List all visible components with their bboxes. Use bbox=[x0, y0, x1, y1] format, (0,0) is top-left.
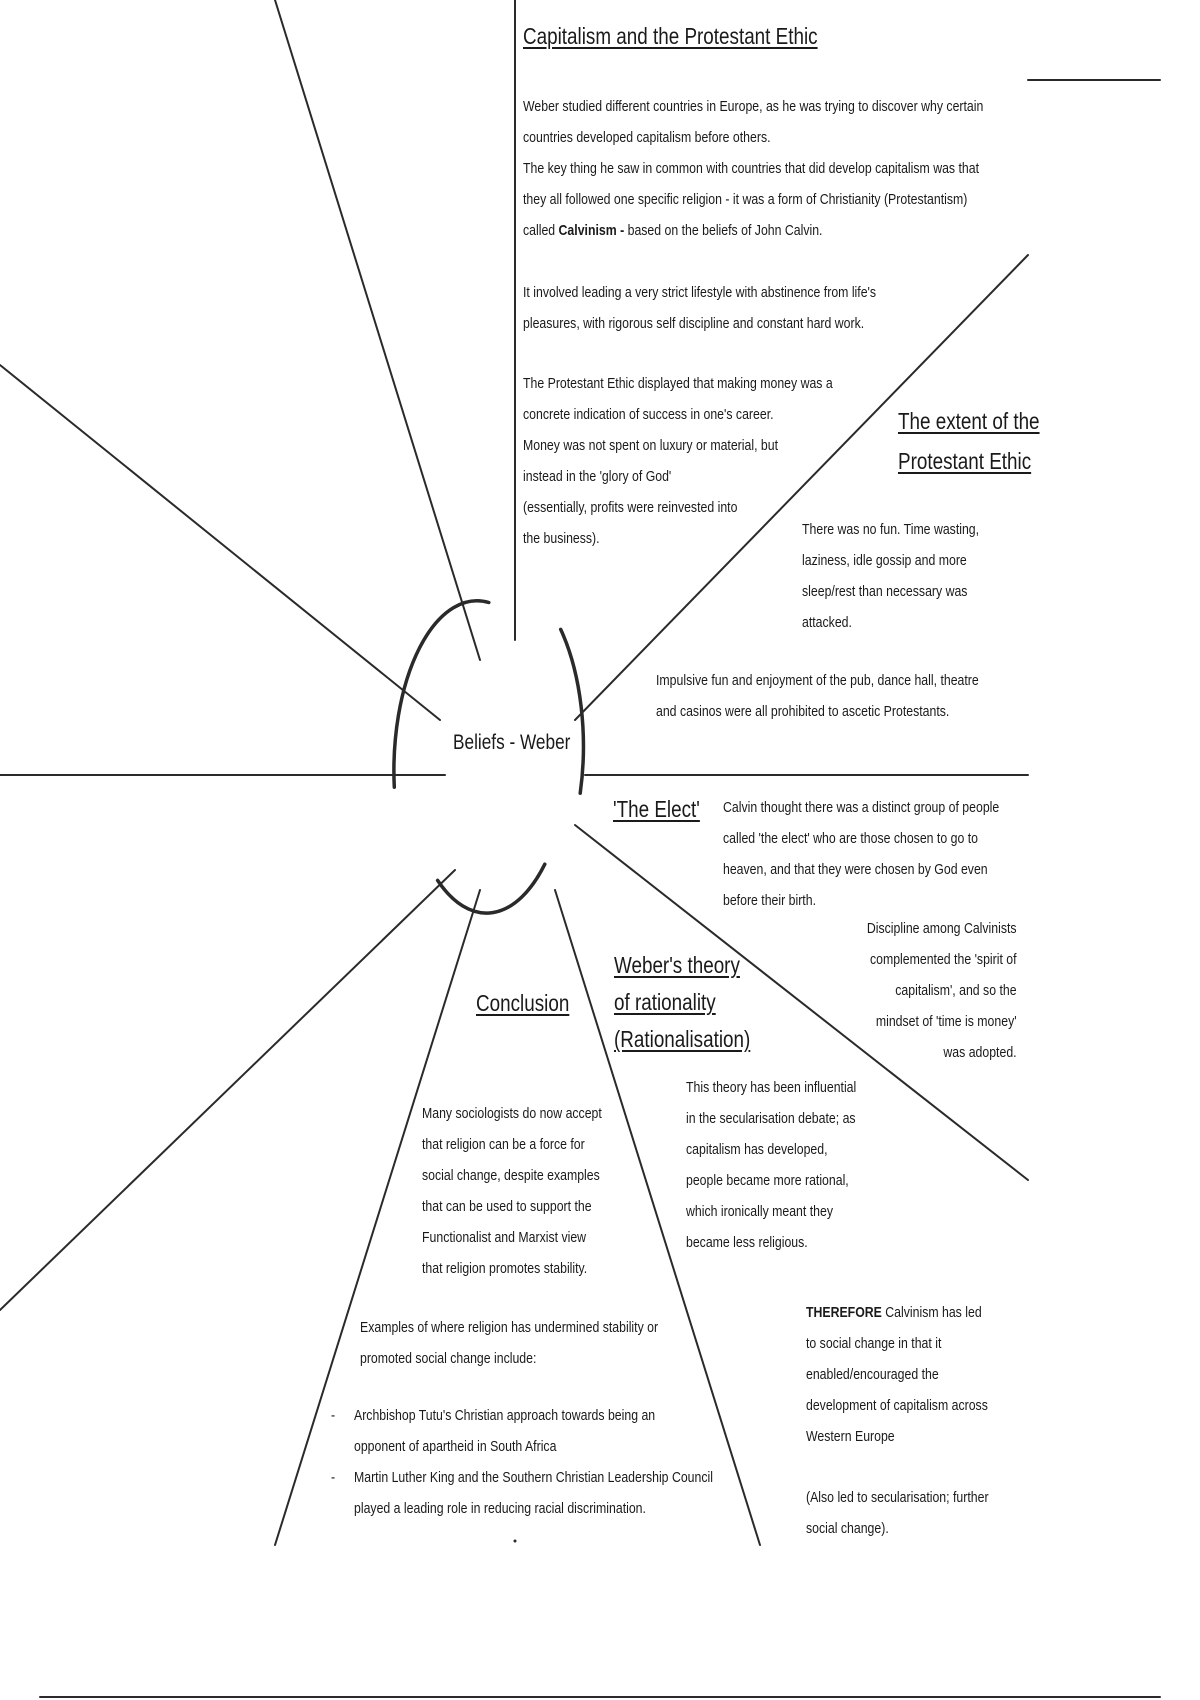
therefore-first-rest: Calvinism has led bbox=[881, 1304, 982, 1321]
lifestyle-line: It involved leading a very strict lifestyle with abstinence from life's bbox=[523, 284, 877, 301]
no-fun-line: sleep/rest than necessary was bbox=[802, 583, 968, 600]
example-item-tutu bbox=[331, 1400, 713, 1462]
therefore-text bbox=[806, 1297, 989, 1544]
ethic-line: The Protestant Ethic displayed that making money was a bbox=[523, 375, 833, 392]
conclusion-line: social change, despite examples bbox=[422, 1167, 600, 1184]
elect-line: heaven, and that they were chosen by God even bbox=[723, 861, 988, 878]
calvinism-suffix: based on the beliefs of John Calvin. bbox=[624, 222, 823, 239]
rationality-line: people became more rational, bbox=[686, 1172, 849, 1189]
discipline-line: was adopted. bbox=[943, 1044, 1017, 1061]
discipline-line: Discipline among Calvinists bbox=[867, 920, 1017, 937]
no-fun-text bbox=[802, 514, 979, 638]
bullet-marker: - bbox=[331, 1469, 336, 1486]
examples-line: promoted social change include: bbox=[360, 1350, 537, 1367]
conclusion-line: that can be used to support the bbox=[422, 1198, 592, 1215]
rationality-heading-line2: of rationality bbox=[614, 989, 716, 1015]
example-item-mlk bbox=[331, 1462, 713, 1524]
rationality-heading-line3: (Rationalisation) bbox=[614, 1026, 751, 1052]
elect-text bbox=[723, 792, 999, 916]
also-line: (Also led to secularisation; further bbox=[806, 1489, 989, 1506]
ethic-text bbox=[523, 368, 833, 554]
impulsive-line: and casinos were all prohibited to ascetic Protestants. bbox=[656, 703, 950, 720]
conclusion-line: Many sociologists do now accept bbox=[422, 1105, 602, 1122]
conclusion-line: that religion promotes stability. bbox=[422, 1260, 588, 1277]
capitalism-line: they all followed one specific religion - it was a form of Christianity (Protestantism) bbox=[523, 191, 968, 208]
ethic-line: instead in the 'glory of God' bbox=[523, 468, 672, 485]
ethic-line: the business). bbox=[523, 530, 600, 547]
lifestyle-line: pleasures, with rigorous self discipline and constant hard work. bbox=[523, 315, 865, 332]
also-line: social change). bbox=[806, 1520, 889, 1537]
discipline-text bbox=[867, 913, 1017, 1068]
impulsive-text bbox=[656, 665, 979, 727]
therefore-first-line bbox=[806, 1297, 989, 1328]
rationality-line: in the secularisation debate; as bbox=[686, 1110, 856, 1127]
rationality-heading-line1: Weber's theory bbox=[614, 952, 740, 978]
capitalism-intro bbox=[523, 91, 983, 246]
rationality-text bbox=[686, 1072, 856, 1258]
capitalism-heading: Capitalism and the Protestant Ethic bbox=[523, 23, 818, 49]
ethic-line: concrete indication of success in one's career. bbox=[523, 406, 774, 423]
spoke-upper-left bbox=[275, 0, 480, 660]
calvinism-term: Calvinism - bbox=[558, 222, 625, 239]
no-fun-line: There was no fun. Time wasting, bbox=[802, 521, 980, 538]
extent-heading-line2: Protestant Ethic bbox=[898, 448, 1032, 474]
example-line: Archbishop Tutu's Christian approach towards being an bbox=[354, 1407, 656, 1424]
no-fun-line: laziness, idle gossip and more bbox=[802, 552, 967, 569]
conclusion-heading: Conclusion bbox=[476, 990, 570, 1016]
discipline-line: capitalism', and so the bbox=[895, 982, 1017, 999]
center-label: Beliefs - Weber bbox=[453, 731, 571, 754]
conclusion-text bbox=[422, 1098, 602, 1284]
center-circle-arc-3 bbox=[561, 629, 584, 793]
rationality-line: This theory has been influential bbox=[686, 1079, 857, 1096]
extent-heading-line1: The extent of the bbox=[898, 408, 1040, 434]
rationality-line: became less religious. bbox=[686, 1234, 808, 1251]
capitalism-line: countries developed capitalism before others. bbox=[523, 129, 771, 146]
examples-list bbox=[331, 1400, 713, 1524]
ethic-line: Money was not spent on luxury or material, but bbox=[523, 437, 779, 454]
elect-line: called 'the elect' who are those chosen to go to bbox=[723, 830, 978, 847]
therefore-line: to social change in that it bbox=[806, 1335, 942, 1352]
therefore-keyword: THEREFORE bbox=[806, 1304, 882, 1321]
examples-intro bbox=[360, 1312, 658, 1374]
no-fun-line: attacked. bbox=[802, 614, 852, 631]
stray-dot bbox=[514, 1540, 517, 1543]
example-line: Martin Luther King and the Southern Christian Leadership Council bbox=[354, 1469, 713, 1486]
elect-line: before their birth. bbox=[723, 892, 816, 909]
therefore-line: enabled/encouraged the bbox=[806, 1366, 939, 1383]
examples-line: Examples of where religion has undermined stability or bbox=[360, 1319, 659, 1336]
conclusion-line: Functionalist and Marxist view bbox=[422, 1229, 587, 1246]
lifestyle-text bbox=[523, 277, 876, 339]
capitalism-line: Weber studied different countries in Europe, as he was trying to discover why certain bbox=[523, 98, 984, 115]
calvinism-line bbox=[523, 215, 983, 246]
impulsive-line: Impulsive fun and enjoyment of the pub, dance hall, theatre bbox=[656, 672, 979, 689]
rationality-line: which ironically meant they bbox=[686, 1203, 833, 1220]
spoke-lower-left bbox=[0, 870, 455, 1310]
capitalism-line: The key thing he saw in common with countries that did develop capitalism was that bbox=[523, 160, 980, 177]
discipline-line: mindset of 'time is money' bbox=[876, 1013, 1017, 1030]
therefore-line: development of capitalism across bbox=[806, 1397, 988, 1414]
example-line: played a leading role in reducing racial discrimination. bbox=[354, 1500, 646, 1517]
calvinism-prefix: called bbox=[523, 222, 559, 239]
bullet-marker: - bbox=[331, 1407, 336, 1424]
elect-heading: 'The Elect' bbox=[613, 796, 700, 822]
example-line: opponent of apartheid in South Africa bbox=[354, 1438, 557, 1455]
elect-line: Calvin thought there was a distinct group of people bbox=[723, 799, 1000, 816]
spoke-far-left bbox=[0, 365, 440, 720]
conclusion-line: that religion can be a force for bbox=[422, 1136, 585, 1153]
ethic-line: (essentially, profits were reinvested into bbox=[523, 499, 738, 516]
rationality-line: capitalism has developed, bbox=[686, 1141, 828, 1158]
therefore-line: Western Europe bbox=[806, 1428, 895, 1445]
discipline-line: complemented the 'spirit of bbox=[870, 951, 1017, 968]
